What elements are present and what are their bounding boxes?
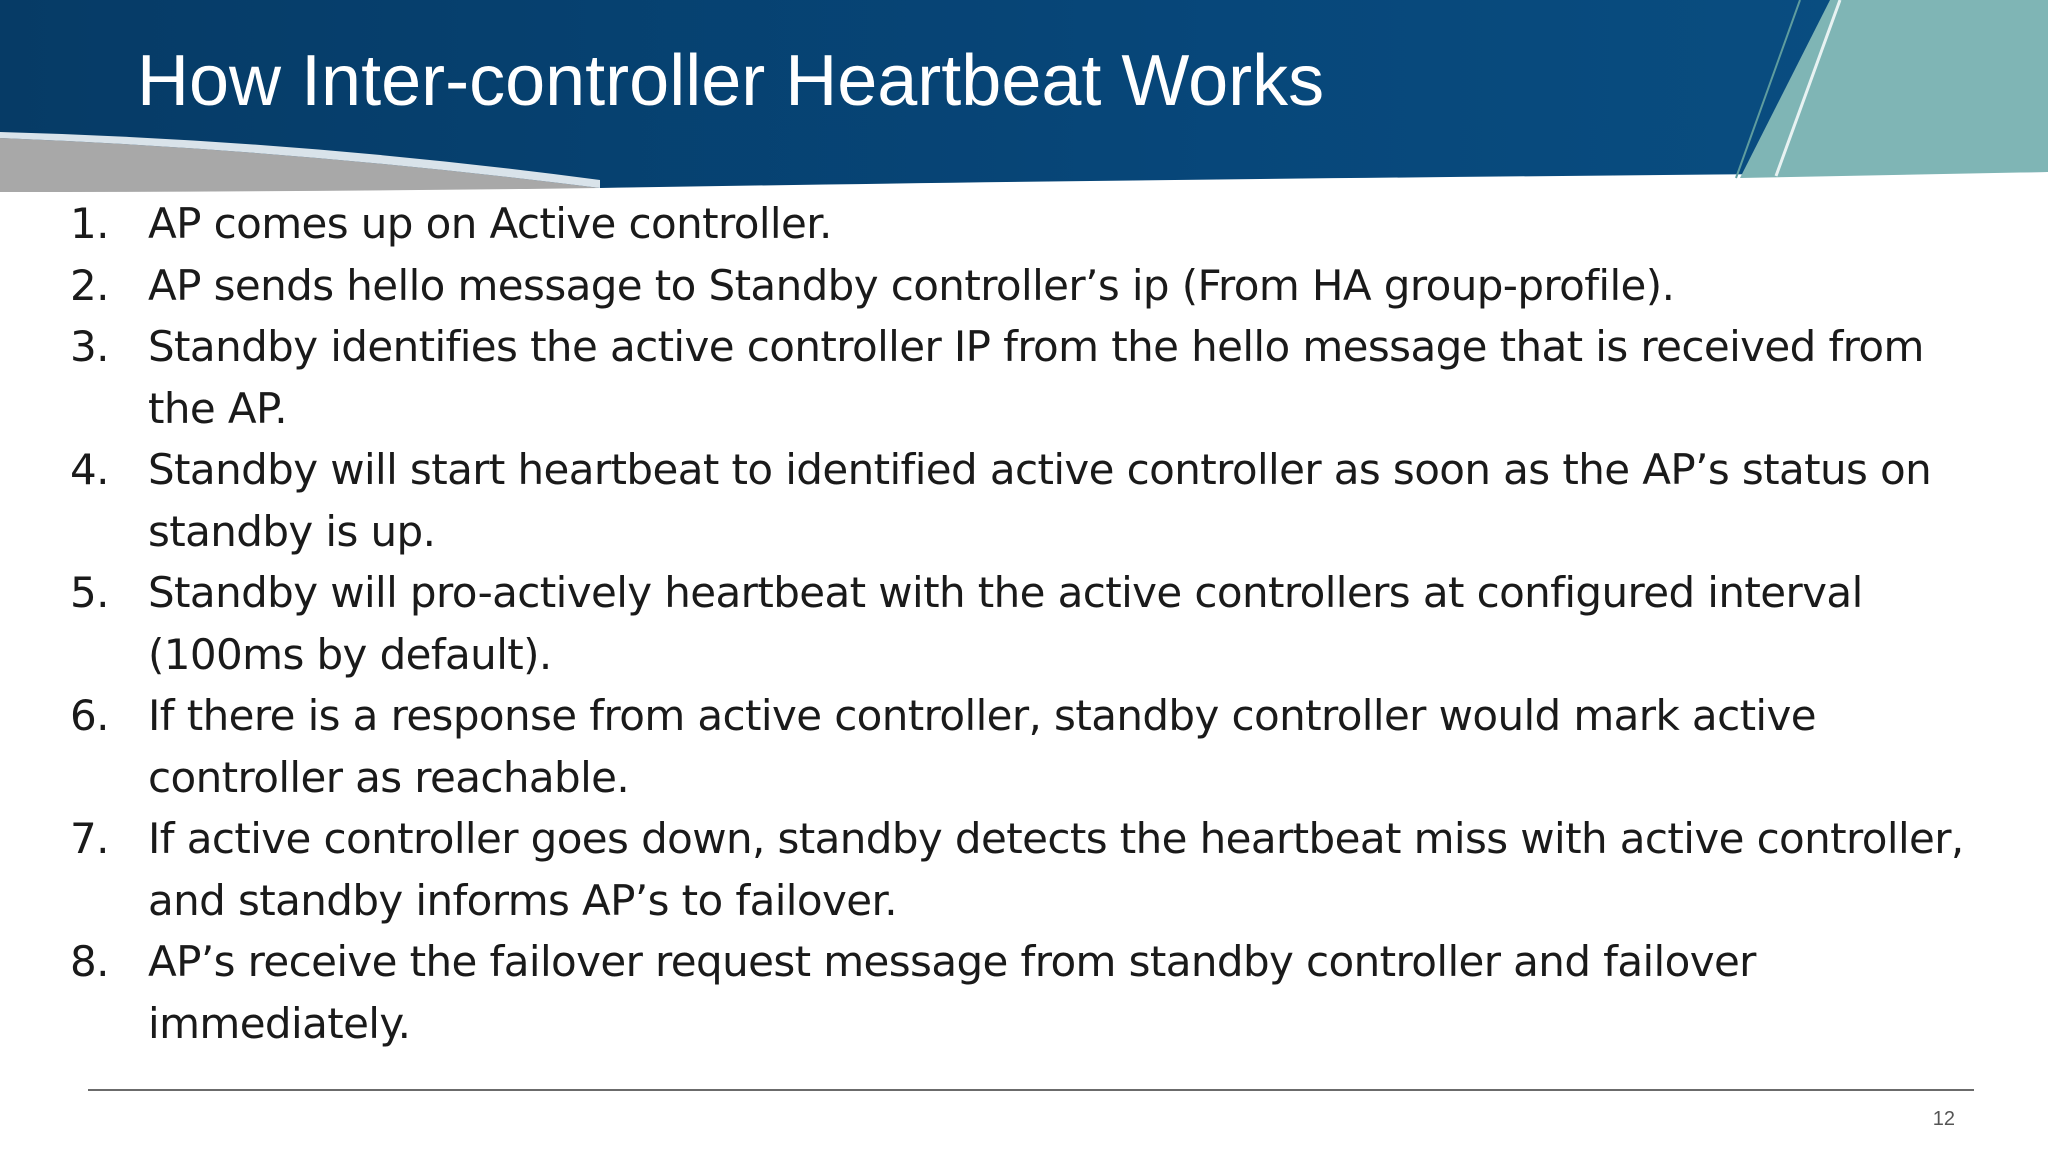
list-item-number: 7. — [70, 814, 109, 863]
list-item-number: 3. — [70, 322, 109, 371]
list-item — [0, 316, 1968, 439]
list-item-text: AP’s receive the failover request message from standby controller and failover immediately. — [148, 937, 1756, 1048]
list-item-text: AP sends hello message to Standby controller’s ip (From HA group-profile). — [148, 260, 1675, 310]
list-item-number: 6. — [70, 691, 109, 740]
list-item — [0, 931, 1968, 1054]
list-item — [0, 808, 1968, 931]
footer-divider — [88, 1089, 1974, 1091]
list-item-text: Standby will pro-actively heartbeat with the active controllers at configured interval (100ms by default). — [148, 568, 1863, 679]
list-item-number: 8. — [70, 937, 109, 986]
list-item-text: Standby identifies the active controller IP from the hello message that is received from the AP. — [148, 322, 1924, 433]
list-item-text: Standby will start heartbeat to identified active controller as soon as the AP’s status on standby is up. — [148, 445, 1932, 556]
list-item-number: 2. — [70, 260, 109, 310]
page-number: 12 — [1932, 1108, 1955, 1130]
list-item — [0, 685, 1968, 808]
list-item — [0, 255, 1968, 317]
list-item — [0, 439, 1968, 562]
list-item-text: If there is a response from active controller, standby controller would mark active controller as reachable. — [148, 691, 1816, 802]
list-item-number: 5. — [70, 568, 109, 617]
list-item — [0, 562, 1968, 685]
list-item-text: If active controller goes down, standby detects the heartbeat miss with active controller, and standby informs AP’s to failover. — [148, 814, 1964, 925]
list-item-number: 1. — [70, 199, 109, 248]
slide-title: How Inter-controller Heartbeat Works — [137, 41, 1325, 121]
list-item-text: AP comes up on Active controller. — [148, 199, 832, 248]
numbered-list — [0, 193, 2000, 1054]
list-item-number: 4. — [70, 445, 109, 494]
list-item — [0, 193, 1968, 255]
